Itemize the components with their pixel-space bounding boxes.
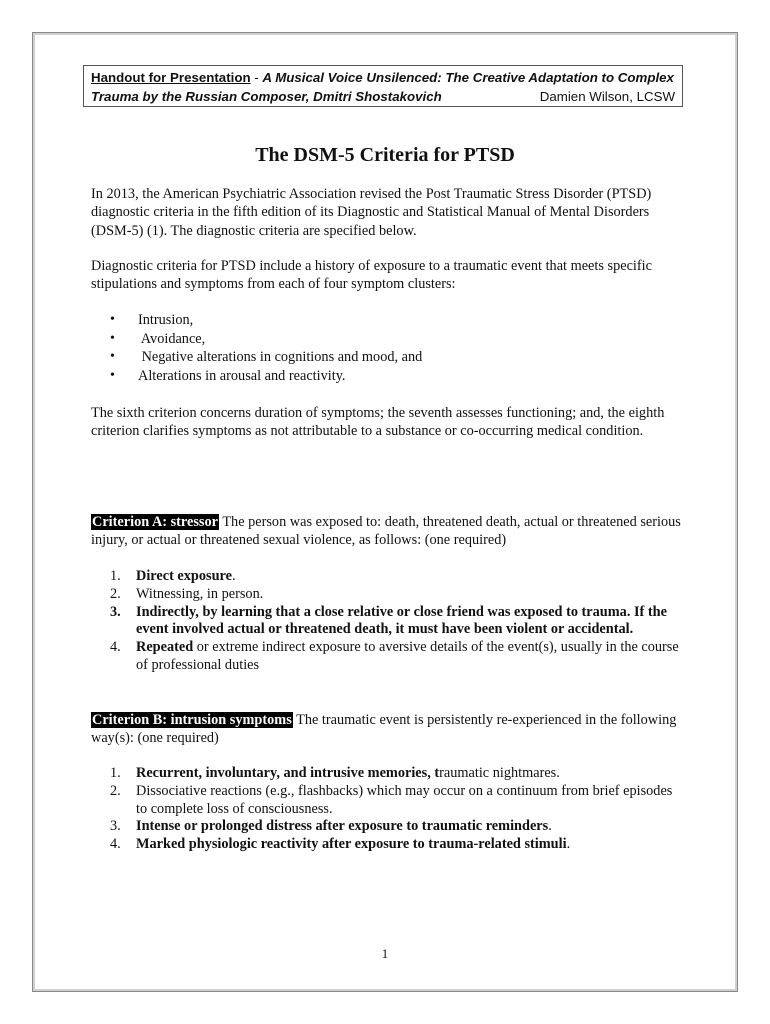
criterion-a-list <box>110 568 680 675</box>
handout-header-box <box>83 65 683 107</box>
list-item: 1. Recurrent, involuntary, and intrusive memories, traumatic nightmares. <box>110 765 560 781</box>
criterion-b-label: Criterion B: intrusion symptoms <box>92 712 292 728</box>
criterion-a-text: The person was exposed to: death, threatened death, actual or threatened serious injury, or actual or threatened sexual violence, as follows: (one required) <box>91 514 681 549</box>
list-item: 3. Intense or prolonged distress after exposure to traumatic reminders. <box>110 818 552 835</box>
intro-paragraph: In 2013, the American Psychiatric Association revised the Post Traumatic Stress Disorder (PTSD) diagnostic criteria in the fifth edition of its Diagnostic and Statistical Manual of Mental Disorders (DSM-5) (1). The diagnostic criteria are specified below. <box>91 186 652 239</box>
author-name: Damien Wilson, LCSW <box>539 89 675 104</box>
list-item: • Negative alterations in cognitions and mood, and <box>110 349 423 366</box>
handout-label: Handout for Presentation <box>91 70 251 85</box>
criterion-a-paragraph <box>91 513 691 550</box>
bullet-icon: • <box>110 367 115 383</box>
list-item: 4. Marked physiologic reactivity after exposure to trauma-related stimuli. <box>110 836 571 853</box>
presentation-title-part2: Trauma by the Russian Composer, Dmitri Shostakovich <box>91 89 442 104</box>
diagnostic-paragraph: Diagnostic criteria for PTSD include a history of exposure to a traumatic event that meets specific stipulations and symptoms from each of four symptom clusters: <box>91 258 652 293</box>
bullet-icon: • <box>110 330 115 346</box>
symptom-clusters-list <box>110 311 422 385</box>
criterion-b-list <box>110 765 680 854</box>
list-item: • Avoidance, <box>110 330 206 347</box>
list-item: 3. Indirectly, by learning that a close relative or close friend was exposed to trauma. If the event involved actual or threatened death, it must have been violent or accidental. <box>110 603 667 638</box>
criterion-b-text: The traumatic event is persistently re-experienced in the following way(s): (one required) <box>91 712 677 747</box>
bullet-icon: • <box>110 349 115 365</box>
page-number: 1 <box>381 946 389 961</box>
list-item: 1. Direct exposure. <box>110 568 236 584</box>
list-item: • Alterations in arousal and reactivity. <box>110 367 346 384</box>
criterion-a-label: Criterion A: stressor <box>92 514 218 530</box>
page-title: The DSM-5 Criteria for PTSD <box>255 144 515 166</box>
criterion-b-paragraph <box>91 711 691 748</box>
list-item: • Intrusion, <box>110 312 194 328</box>
list-item: 2. Dissociative reactions (e.g., flashbacks) which may occur on a continuum from brief episodes to complete loss of consciousness. <box>110 782 673 817</box>
sixth-criterion-paragraph: The sixth criterion concerns duration of symptoms; the seventh assesses functioning; and, the eighth criterion clarifies symptoms as not attributable to a substance or co-occurring medical condition. <box>91 405 665 440</box>
bullet-icon: • <box>110 312 115 327</box>
list-item: 2. Witnessing, in person. <box>110 585 264 602</box>
presentation-title-part1: A Musical Voice Unsilenced: The Creative Adaptation to Complex <box>262 70 674 85</box>
list-item: 4. Repeated or extreme indirect exposure to aversive details of the event(s), usually in the course of professional duties <box>110 639 679 673</box>
header-line-2 <box>91 87 675 106</box>
header-separator: - <box>250 70 263 85</box>
header-line-1 <box>91 68 675 87</box>
